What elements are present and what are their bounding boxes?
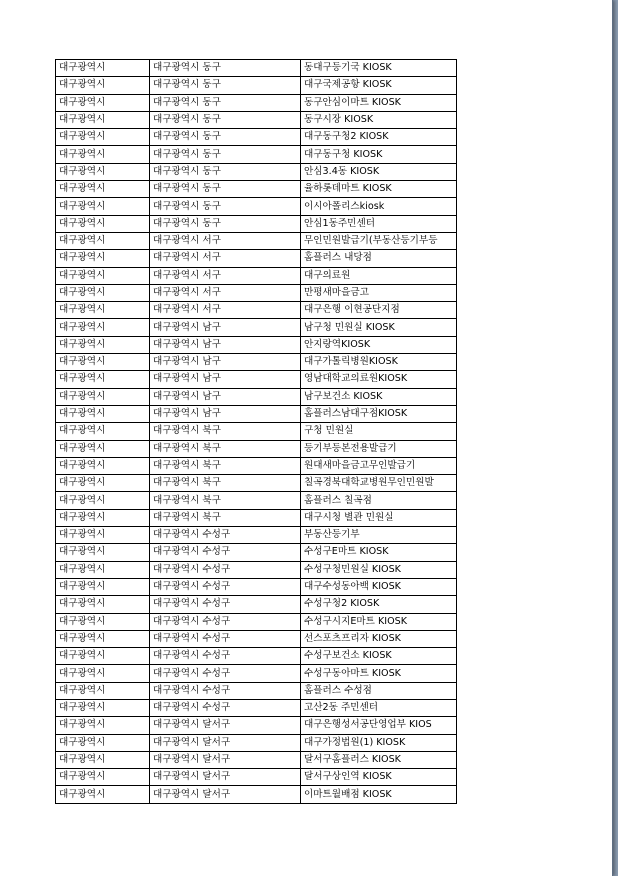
location-cell: 고산2동 주민센터 <box>301 699 457 716</box>
table-row <box>56 596 457 613</box>
table-row <box>56 267 457 284</box>
city-cell: 대구광역시 <box>56 630 150 647</box>
district-cell: 대구광역시 서구 <box>150 232 301 249</box>
district-cell: 대구광역시 동구 <box>150 77 301 94</box>
table-row <box>56 319 457 336</box>
city-cell: 대구광역시 <box>56 717 150 734</box>
location-cell: 대구수성동아백 KIOSK <box>301 578 457 595</box>
location-cell: 동구안심이마트 KIOSK <box>301 94 457 111</box>
table-row <box>56 475 457 492</box>
location-cell: 대구가톨릭병원KIOSK <box>301 354 457 371</box>
city-cell: 대구광역시 <box>56 319 150 336</box>
city-cell: 대구광역시 <box>56 388 150 405</box>
district-cell: 대구광역시 수성구 <box>150 648 301 665</box>
city-cell: 대구광역시 <box>56 665 150 682</box>
district-cell: 대구광역시 동구 <box>150 181 301 198</box>
city-cell: 대구광역시 <box>56 475 150 492</box>
district-cell: 대구광역시 동구 <box>150 129 301 146</box>
table-body <box>56 60 457 804</box>
location-cell: 대구가정법원(1) KIOSK <box>301 734 457 751</box>
location-cell: 안지랑역KIOSK <box>301 336 457 353</box>
district-cell: 대구광역시 수성구 <box>150 527 301 544</box>
table-row <box>56 527 457 544</box>
city-cell: 대구광역시 <box>56 94 150 111</box>
table-row <box>56 60 457 77</box>
location-cell: 원대새마을금고무인발급기 <box>301 457 457 474</box>
location-cell: 동대구등기국 KIOSK <box>301 60 457 77</box>
district-cell: 대구광역시 서구 <box>150 302 301 319</box>
table-row <box>56 371 457 388</box>
district-cell: 대구광역시 수성구 <box>150 561 301 578</box>
city-cell: 대구광역시 <box>56 198 150 215</box>
table-row <box>56 544 457 561</box>
city-cell: 대구광역시 <box>56 613 150 630</box>
city-cell: 대구광역시 <box>56 284 150 301</box>
kiosk-location-table <box>55 59 457 804</box>
location-cell: 홈플러스 수성점 <box>301 682 457 699</box>
table-row <box>56 405 457 422</box>
district-cell: 대구광역시 수성구 <box>150 682 301 699</box>
location-cell: 만평새마을금고 <box>301 284 457 301</box>
table-row <box>56 561 457 578</box>
district-cell: 대구광역시 동구 <box>150 198 301 215</box>
location-cell: 부동산등기부 <box>301 527 457 544</box>
location-cell: 대구시청 별관 민원실 <box>301 509 457 526</box>
district-cell: 대구광역시 수성구 <box>150 613 301 630</box>
city-cell: 대구광역시 <box>56 648 150 665</box>
city-cell: 대구광역시 <box>56 751 150 768</box>
district-cell: 대구광역시 북구 <box>150 423 301 440</box>
location-cell: 수성구E마트 KIOSK <box>301 544 457 561</box>
table-row <box>56 302 457 319</box>
location-cell: 수성구청2 KIOSK <box>301 596 457 613</box>
city-cell: 대구광역시 <box>56 371 150 388</box>
table-row <box>56 111 457 128</box>
table-row <box>56 630 457 647</box>
district-cell: 대구광역시 수성구 <box>150 630 301 647</box>
city-cell: 대구광역시 <box>56 596 150 613</box>
table-row <box>56 699 457 716</box>
location-cell: 수성구시지E마트 KIOSK <box>301 613 457 630</box>
district-cell: 대구광역시 수성구 <box>150 544 301 561</box>
city-cell: 대구광역시 <box>56 111 150 128</box>
table-row <box>56 769 457 786</box>
table-row <box>56 181 457 198</box>
district-cell: 대구광역시 북구 <box>150 475 301 492</box>
location-cell: 대구은행 이현공단지점 <box>301 302 457 319</box>
table-row <box>56 613 457 630</box>
district-cell: 대구광역시 동구 <box>150 146 301 163</box>
district-cell: 대구광역시 수성구 <box>150 665 301 682</box>
city-cell: 대구광역시 <box>56 302 150 319</box>
location-cell: 달서구상인역 KIOSK <box>301 769 457 786</box>
table-row <box>56 388 457 405</box>
city-cell: 대구광역시 <box>56 60 150 77</box>
table-row <box>56 336 457 353</box>
table-row <box>56 665 457 682</box>
table-row <box>56 94 457 111</box>
city-cell: 대구광역시 <box>56 405 150 422</box>
location-cell: 남구청 민원실 KIOSK <box>301 319 457 336</box>
location-cell: 등기부등본전용발급기 <box>301 440 457 457</box>
location-cell: 홈플러스남대구점KIOSK <box>301 405 457 422</box>
table-row <box>56 354 457 371</box>
table-row <box>56 648 457 665</box>
location-cell: 선스포츠프리자 KIOSK <box>301 630 457 647</box>
city-cell: 대구광역시 <box>56 163 150 180</box>
location-cell: 홈플러스 내당점 <box>301 250 457 267</box>
district-cell: 대구광역시 서구 <box>150 284 301 301</box>
table-row <box>56 129 457 146</box>
table-row <box>56 492 457 509</box>
district-cell: 대구광역시 달서구 <box>150 786 301 803</box>
district-cell: 대구광역시 달서구 <box>150 717 301 734</box>
location-cell: 대구의료원 <box>301 267 457 284</box>
table-row <box>56 198 457 215</box>
city-cell: 대구광역시 <box>56 509 150 526</box>
city-cell: 대구광역시 <box>56 181 150 198</box>
city-cell: 대구광역시 <box>56 215 150 232</box>
city-cell: 대구광역시 <box>56 440 150 457</box>
district-cell: 대구광역시 동구 <box>150 60 301 77</box>
location-cell: 동구시장 KIOSK <box>301 111 457 128</box>
city-cell: 대구광역시 <box>56 527 150 544</box>
table-row <box>56 717 457 734</box>
table-row <box>56 457 457 474</box>
city-cell: 대구광역시 <box>56 699 150 716</box>
district-cell: 대구광역시 달서구 <box>150 769 301 786</box>
district-cell: 대구광역시 수성구 <box>150 699 301 716</box>
city-cell: 대구광역시 <box>56 492 150 509</box>
city-cell: 대구광역시 <box>56 544 150 561</box>
district-cell: 대구광역시 동구 <box>150 215 301 232</box>
city-cell: 대구광역시 <box>56 734 150 751</box>
table-row <box>56 578 457 595</box>
location-cell: 수성구청민원실 KIOSK <box>301 561 457 578</box>
location-cell: 이시아폴리스kiosk <box>301 198 457 215</box>
city-cell: 대구광역시 <box>56 232 150 249</box>
table-row <box>56 250 457 267</box>
district-cell: 대구광역시 남구 <box>150 405 301 422</box>
city-cell: 대구광역시 <box>56 77 150 94</box>
district-cell: 대구광역시 북구 <box>150 457 301 474</box>
city-cell: 대구광역시 <box>56 336 150 353</box>
district-cell: 대구광역시 동구 <box>150 111 301 128</box>
district-cell: 대구광역시 북구 <box>150 440 301 457</box>
table-row <box>56 232 457 249</box>
district-cell: 대구광역시 남구 <box>150 354 301 371</box>
table-row <box>56 215 457 232</box>
location-cell: 이마트월배점 KIOSK <box>301 786 457 803</box>
location-cell: 안심3.4동 KIOSK <box>301 163 457 180</box>
district-cell: 대구광역시 남구 <box>150 336 301 353</box>
location-cell: 영남대학교의료원KIOSK <box>301 371 457 388</box>
location-cell: 율하롯데마트 KIOSK <box>301 181 457 198</box>
location-cell: 대구동구청2 KIOSK <box>301 129 457 146</box>
city-cell: 대구광역시 <box>56 354 150 371</box>
location-cell: 대구국제공항 KIOSK <box>301 77 457 94</box>
table-row <box>56 77 457 94</box>
location-cell: 무인민원발급기(부동산등기부등 <box>301 232 457 249</box>
city-cell: 대구광역시 <box>56 250 150 267</box>
city-cell: 대구광역시 <box>56 423 150 440</box>
district-cell: 대구광역시 서구 <box>150 250 301 267</box>
district-cell: 대구광역시 달서구 <box>150 734 301 751</box>
district-cell: 대구광역시 수성구 <box>150 596 301 613</box>
location-cell: 수성구보건소 KIOSK <box>301 648 457 665</box>
city-cell: 대구광역시 <box>56 267 150 284</box>
district-cell: 대구광역시 달서구 <box>150 751 301 768</box>
city-cell: 대구광역시 <box>56 457 150 474</box>
location-cell: 남구보건소 KIOSK <box>301 388 457 405</box>
district-cell: 대구광역시 남구 <box>150 371 301 388</box>
city-cell: 대구광역시 <box>56 146 150 163</box>
city-cell: 대구광역시 <box>56 682 150 699</box>
city-cell: 대구광역시 <box>56 578 150 595</box>
district-cell: 대구광역시 동구 <box>150 94 301 111</box>
location-cell: 안심1동주민센터 <box>301 215 457 232</box>
location-cell: 대구은행성서공단영업부 KIOS <box>301 717 457 734</box>
district-cell: 대구광역시 서구 <box>150 267 301 284</box>
table-row <box>56 146 457 163</box>
table-row <box>56 751 457 768</box>
district-cell: 대구광역시 북구 <box>150 509 301 526</box>
table-row <box>56 786 457 803</box>
table-row <box>56 163 457 180</box>
table-row <box>56 734 457 751</box>
city-cell: 대구광역시 <box>56 561 150 578</box>
city-cell: 대구광역시 <box>56 786 150 803</box>
district-cell: 대구광역시 북구 <box>150 492 301 509</box>
table-row <box>56 440 457 457</box>
city-cell: 대구광역시 <box>56 129 150 146</box>
city-cell: 대구광역시 <box>56 769 150 786</box>
location-cell: 대구동구청 KIOSK <box>301 146 457 163</box>
district-cell: 대구광역시 수성구 <box>150 578 301 595</box>
district-cell: 대구광역시 남구 <box>150 319 301 336</box>
table-row <box>56 682 457 699</box>
district-cell: 대구광역시 동구 <box>150 163 301 180</box>
table-row <box>56 284 457 301</box>
table-row <box>56 423 457 440</box>
location-cell: 수성구동아마트 KIOSK <box>301 665 457 682</box>
location-cell: 구청 민원실 <box>301 423 457 440</box>
location-cell: 칠곡경북대학교병원무인민원발 <box>301 475 457 492</box>
location-cell: 달서구홈플러스 KIOSK <box>301 751 457 768</box>
district-cell: 대구광역시 남구 <box>150 388 301 405</box>
location-cell: 홈플러스 칠곡점 <box>301 492 457 509</box>
table-row <box>56 509 457 526</box>
